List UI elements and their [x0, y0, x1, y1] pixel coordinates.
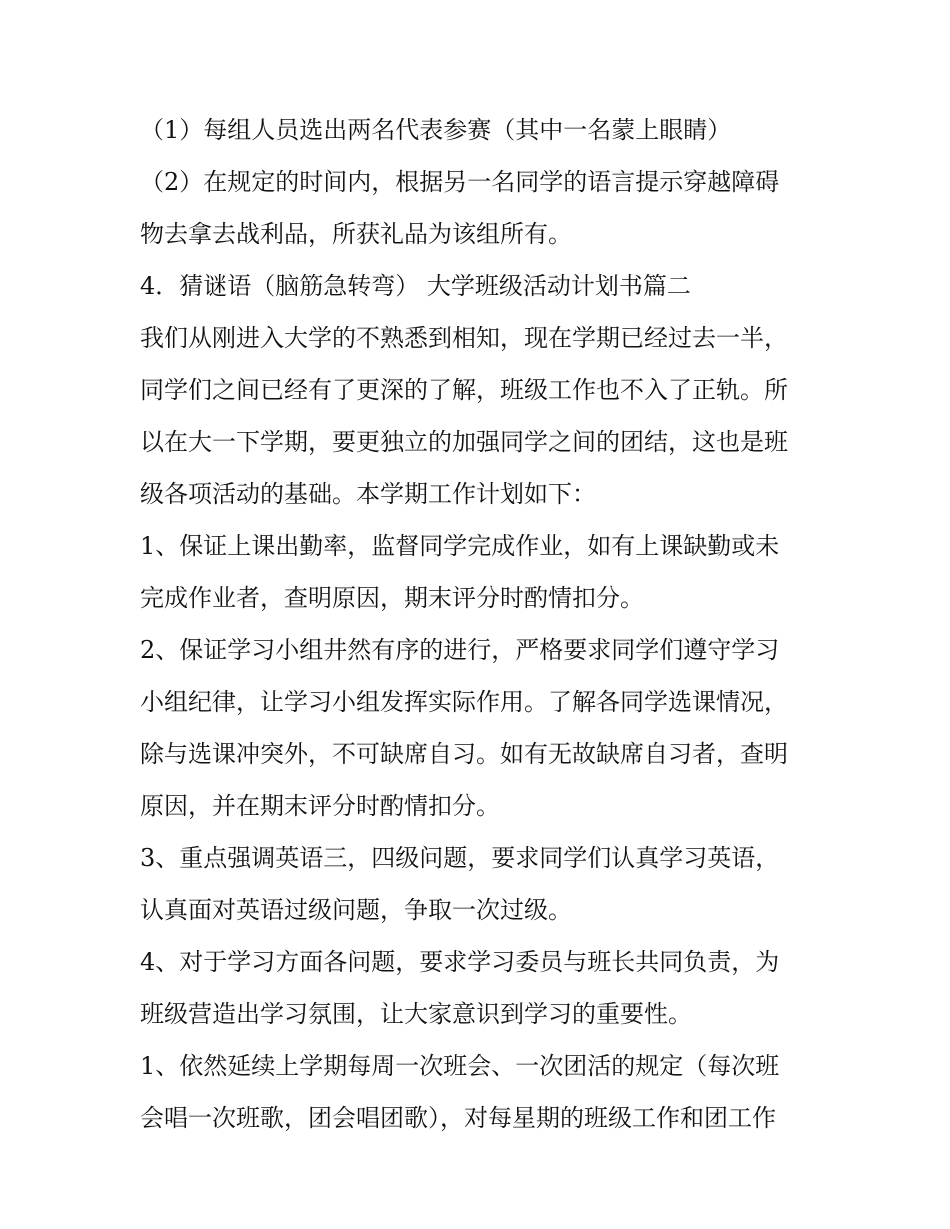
- document-body: [140, 104, 830, 1144]
- text-line: 同学们之间已经有了更深的了解，班级工作也不入了正轨。所: [140, 376, 788, 404]
- text-line: 3、重点强调英语三，四级问题，要求同学们认真学习英语，: [140, 844, 780, 872]
- text-line: 1、保证上课出勤率，监督同学完成作业，如有上课缺勤或未: [140, 532, 780, 560]
- text-line: 会唱一次班歌，团会唱团歌），对每星期的班级工作和团工作: [140, 1104, 776, 1132]
- text-line: 2、保证学习小组井然有序的进行，严格要求同学们遵守学习: [140, 636, 780, 664]
- text-line: （1）每组人员选出两名代表参赛（其中一名蒙上眼睛）: [140, 116, 732, 144]
- text-line: 物去拿去战利品，所获礼品为该组所有。: [140, 220, 572, 248]
- text-line: （2）在规定的时间内，根据另一名同学的语言提示穿越障碍: [140, 168, 780, 196]
- text-line: 认真面对英语过级问题，争取一次过级。: [140, 896, 572, 924]
- text-line: 1、依然延续上学期每周一次班会、一次团活的规定（每次班: [140, 1052, 780, 1080]
- text-line: 除与选课冲突外，不可缺席自习。如有无故缺席自习者，查明: [140, 740, 788, 768]
- text-line: 我们从刚进入大学的不熟悉到相知，现在学期已经过去一半，: [140, 324, 788, 352]
- text-line: 完成作业者，查明原因，期末评分时酌情扣分。: [140, 584, 644, 612]
- section-heading: 4．猜谜语（脑筋急转弯） 大学班级活动计划书篇二: [140, 272, 691, 300]
- text-line: 4、对于学习方面各问题，要求学习委员与班长共同负责，为: [140, 948, 780, 976]
- text-line: 以在大一下学期，要更独立的加强同学之间的团结，这也是班: [140, 428, 788, 456]
- text-line: 小组纪律，让学习小组发挥实际作用。了解各同学选课情况，: [140, 688, 788, 716]
- text-line: 班级营造出学习氛围，让大家意识到学习的重要性。: [140, 1000, 692, 1028]
- text-line: 级各项活动的基础。本学期工作计划如下：: [140, 480, 596, 508]
- text-line: 原因，并在期末评分时酌情扣分。: [140, 792, 500, 820]
